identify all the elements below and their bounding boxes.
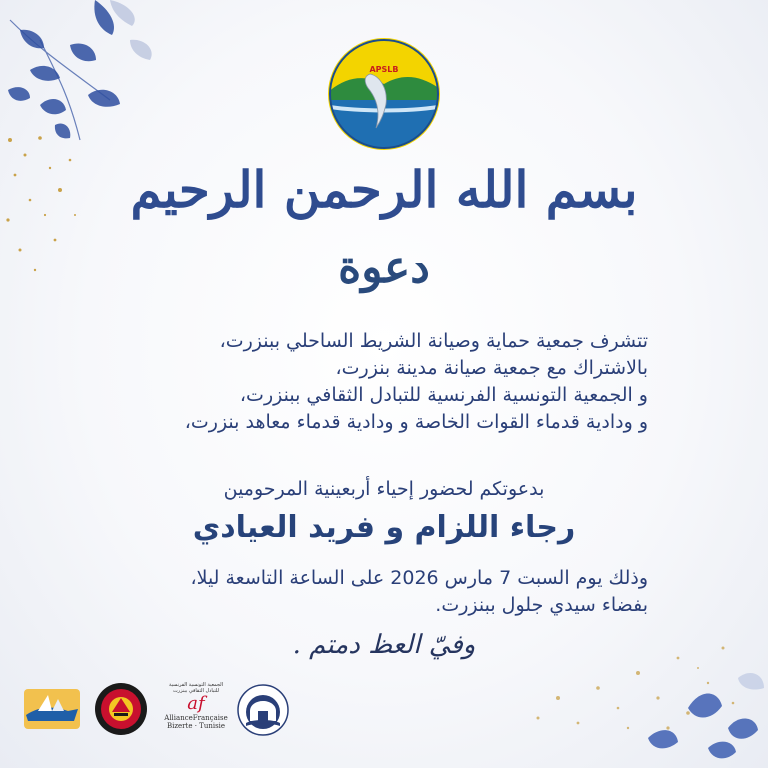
alliance-francaise-logo	[162, 682, 230, 740]
intro-line: تتشرف جمعية حماية وصيانة الشريط الساحلي ببنزرت،	[219, 330, 648, 352]
intro-paragraph	[88, 328, 648, 436]
emblem-text: APSLB	[369, 65, 399, 74]
basmala-calligraphy: بسم الله الرحمن الرحيم	[130, 160, 638, 219]
intro-line: و ودادية قدماء القوات الخاصة و ودادية قدماء معاهد بنزرت،	[184, 411, 648, 433]
deceased-names: رجاء اللزام و فريد العيادي	[192, 510, 576, 545]
intro-line: و الجمعية التونسية الفرنسية للتبادل الثقافي ببنزرت،	[239, 384, 648, 406]
af-city: Bizerte · Tunisie	[166, 722, 226, 730]
invitation-title: دعوة	[338, 242, 430, 293]
association-emblem-logo	[324, 34, 444, 154]
special-forces-logo	[94, 682, 148, 736]
invitation-text: بدعوتكم لحضور إحياء أربعينية المرحومين	[223, 478, 545, 500]
event-venue: بفضاء سيدي جلول ببنزرت.	[435, 594, 648, 616]
intro-line: بالاشتراك مع جمعية صيانة مدينة بنزرت،	[335, 357, 648, 379]
event-date-time: وذلك يوم السبت 7 مارس 2026 على الساعة التاسعة ليلا،	[190, 567, 648, 589]
af-header-line: للتبادل الثقافي ببنزرت	[172, 688, 220, 694]
closing-signature: وفيّ العظ دمتم .	[292, 630, 476, 660]
city-preservation-logo	[236, 683, 290, 737]
af-header-line: الجمعية التونسية الفرنسية	[168, 682, 224, 688]
af-mark-icon: af	[187, 693, 205, 714]
ship-logo	[18, 685, 86, 735]
af-name: AllianceFrançaise	[164, 714, 228, 722]
event-details	[88, 565, 648, 619]
